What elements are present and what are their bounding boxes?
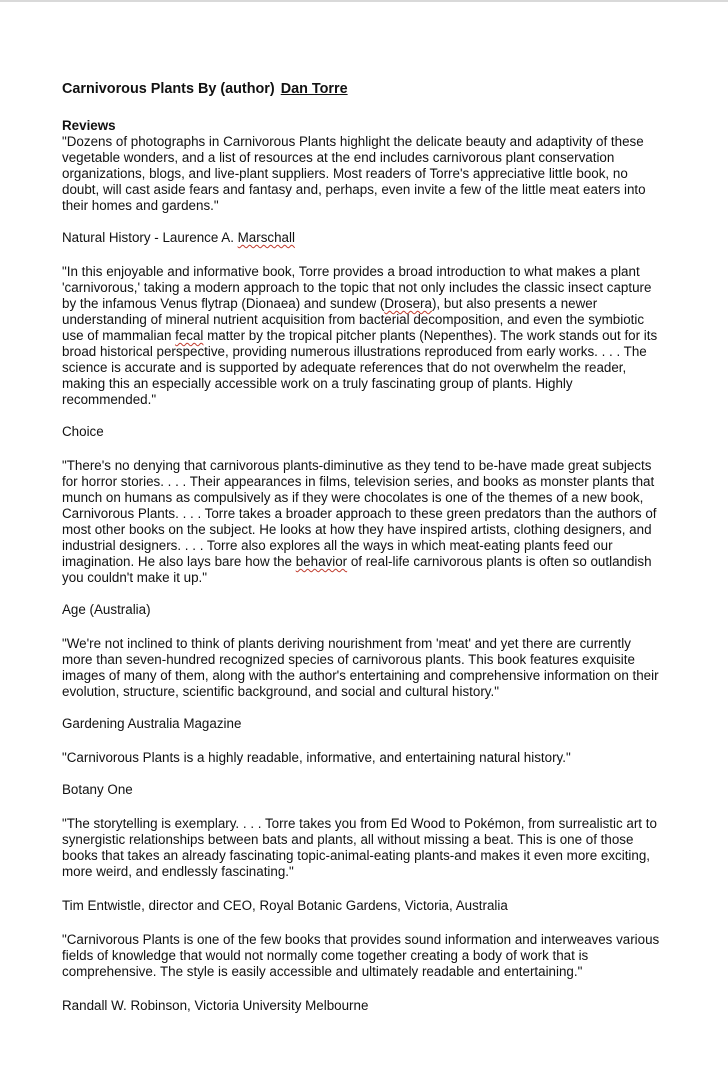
author-link[interactable]: Dan Torre [280,81,348,97]
review-source-7: Randall W. Robinson, Victoria University Melbourne [62,998,369,1013]
review-quote-7: "Carnivorous Plants is one of the few books that provides sound information and interweaves various fields of knowledge that would not normally come together creating a body of work that is comprehensive. The style is easily accessible and ultimately readable and entertaining." [62,932,660,979]
title-prefix: Carnivorous Plants By (author) [62,81,275,97]
top-border [0,0,728,2]
document-title [62,80,662,98]
reviews-heading: Reviews [62,118,116,133]
review-quote-5: "Carnivorous Plants is a highly readable, informative, and entertaining natural history." [62,750,571,765]
review-quote-3: "There's no denying that carnivorous plants-diminutive as they tend to be-have made great subjects for horror stories. . . . Their appearances in films, television series, and books as monster plants that munch on humans as compulsively as if they were chocolates is one of the themes of a new book, Carnivorous Plants. . . . Torre takes a broader approach to these green predators than the authors of most other books on the subject. He looks at how they have inspired artists, clothing designers, and industrial designers. . . . Torre also explores all the ways in which meat-eating plants feed our imagination. He also lays bare how the behavior of real-life carnivorous plants is often so outlandish you couldn't make it up." [62,458,657,585]
spellcheck-word: fecal [175,328,204,343]
spellcheck-word: behavior [295,554,348,569]
spellcheck-word: Marschall [237,230,295,245]
review-quote-1: "Dozens of photographs in Carnivorous Plants highlight the delicate beauty and adaptivity of these vegetable wonders, and a list of resources at the end includes carnivorous plant conservation organizations, blogs, and live-plant suppliers. Most readers of Torre's appreciative little book, no doubt, will cast aside fears and fantasy and, perhaps, even invite a few of the little meat eaters into their homes and gardens." [62,134,646,213]
review-quote-4: "We're not inclined to think of plants deriving nourishment from 'meat' and yet there are currently more than seven-hundred recognized species of carnivorous plants. This book features exquisite images of many of them, along with the author's entertaining and comprehensive information on their evolution, structure, scientific background, and social and cultural history." [62,636,659,699]
review-source-2: Choice [62,424,104,439]
review-quote-2: "In this enjoyable and informative book, Torre provides a broad introduction to what makes a plant 'carnivorous,' taking a modern approach to the topic that not only includes the classic insect capture by the infamous Venus flytrap (Dionaea) and sundew (Drosera), but also presents a newer understanding of mineral nutrient acquisition from bacterial decomposition, and even the symbiotic use of mammalian fecal matter by the tropical pitcher plants (Nepenthes). The work stands out for its broad historical perspective, providing numerous illustrations reproduced from early works. . . . The science is accurate and is supported by adequate references that do not overwhelm the reader, making this an especially accessible work on a truly fascinating group of plants. Highly recommended." [62,264,658,407]
review-source-3: Age (Australia) [62,602,151,617]
review-source-1: Natural History - Laurence A. Marschall [62,230,295,245]
review-source-4: Gardening Australia Magazine [62,716,242,731]
spellcheck-word: Drosera [384,296,432,311]
review-source-6: Tim Entwistle, director and CEO, Royal Botanic Gardens, Victoria, Australia [62,898,508,913]
review-quote-6: "The storytelling is exemplary. . . . Torre takes you from Ed Wood to Pokémon, from surrealistic art to synergistic relationships between bats and plants, all without missing a beat. This is one of those books that takes an already fascinating topic-animal-eating plants-and makes it even more exciting, more weird, and endlessly fascinating." [62,816,657,879]
document-page [62,80,662,1014]
review-source-5: Botany One [62,782,133,797]
